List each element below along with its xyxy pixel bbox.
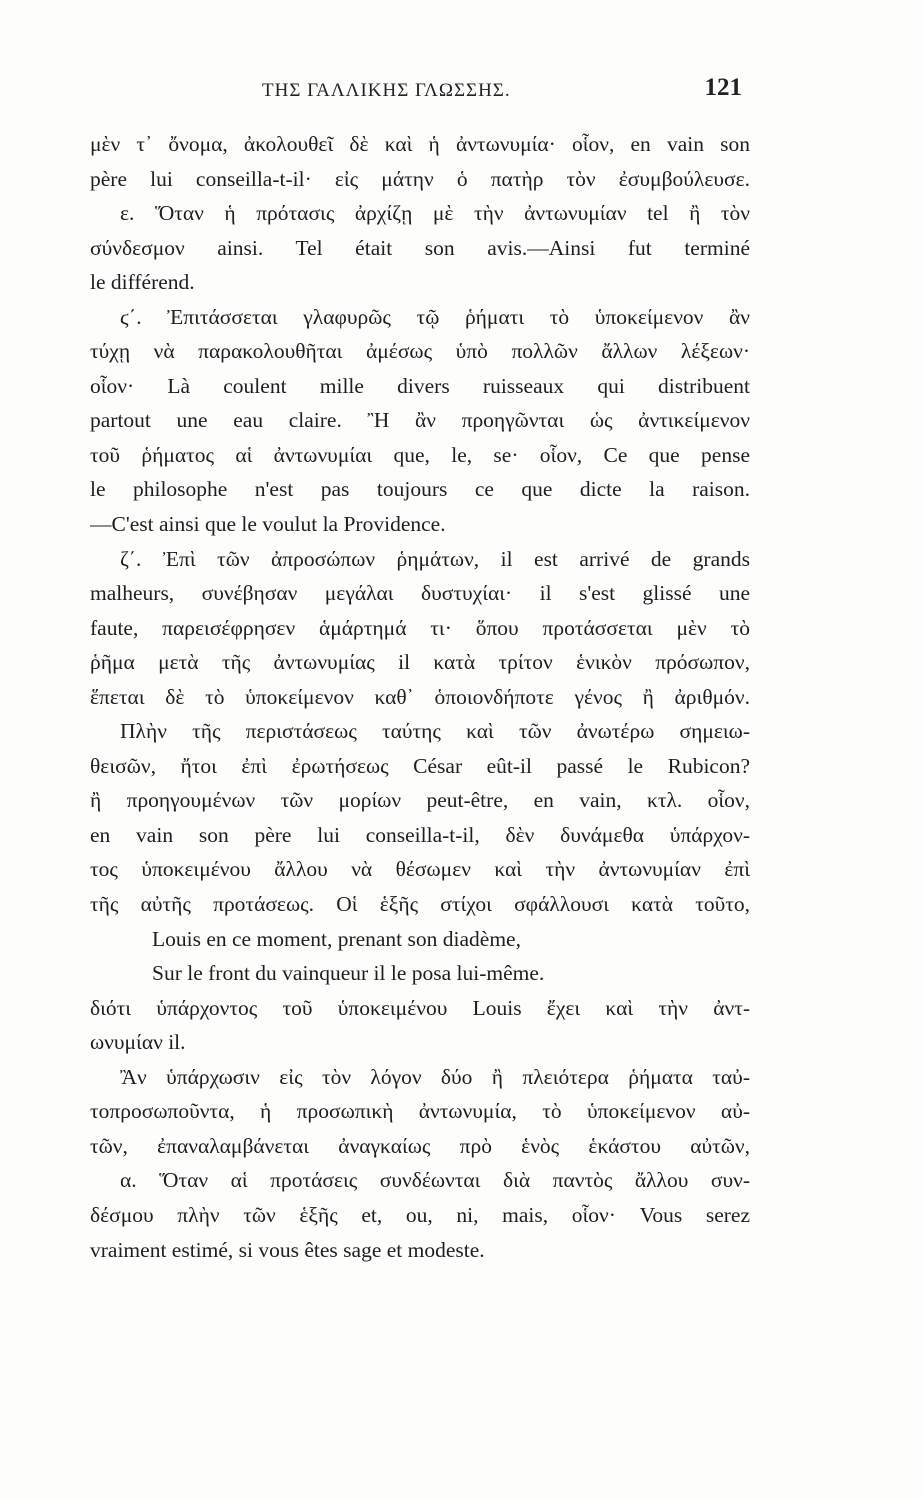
- text-line: Πλὴν τῆς περιστάσεως ταύτης καὶ τῶν ἀνωτέρω σημειω-: [120, 719, 750, 744]
- text-line: τῆς αὐτῆς προτάσεως. Οἱ ἑξῆς στίχοι σφάλλουσι κατὰ τοῦτο,: [90, 892, 750, 917]
- text-line: δέσμου πλὴν τῶν ἑξῆς et, ou, ni, mais, οἷον· Vous serez: [90, 1202, 750, 1227]
- text-line: τος ὑποκειμένου ἄλλου νὰ θέσωμεν καὶ τὴν ἀντωνυμίαν ἐπὶ: [90, 857, 750, 882]
- text-line: le différend.: [90, 270, 195, 295]
- text-line: ϛ΄. Ἐπιτάσσεται γλαφυρῶς τῷ ῥήματι τὸ ὑποκείμενον ἂν: [120, 304, 750, 329]
- text-line: vraiment estimé, si vous êtes sage et modeste.: [90, 1237, 485, 1262]
- text-line: οἷον· Là coulent mille divers ruisseaux qui distribuent: [90, 373, 750, 398]
- text-line: α. Ὅταν αἱ προτάσεις συνδέωνται διὰ παντὸς ἄλλου συν-: [120, 1168, 750, 1193]
- text-line: ζ΄. Ἐπὶ τῶν ἀπροσώπων ῥημάτων, il est arrivé de grands: [120, 546, 750, 571]
- page-header: [90, 72, 742, 112]
- verse-line: Louis en ce moment, prenant son diadème,: [152, 926, 521, 951]
- running-head: ΤΗΣ ΓΑΛΛΙΚΗΣ ΓΛΩΣΣΗΣ.: [262, 80, 511, 101]
- text-line: τύχῃ νὰ παρακολουθῆται ἀμέσως ὑπὸ πολλῶν ἄλλων λέξεων·: [90, 339, 750, 364]
- text-line: τοπροσωποῦντα, ἡ προσωπικὴ ἀντωνυμία, τὸ ὑποκείμενον αὐ-: [90, 1099, 750, 1124]
- text-line: ἕπεται δὲ τὸ ὑποκείμενον καθ᾽ ὁποιονδήποτε γένος ἢ ἀριθμόν.: [90, 684, 750, 709]
- text-line: ῥῆμα μετὰ τῆς ἀντωνυμίας il κατὰ τρίτον ἑνικὸν πρόσωπον,: [90, 650, 750, 675]
- text-line: Ἂν ὑπάρχωσιν εἰς τὸν λόγον δύο ἢ πλειότερα ῥήματα ταὐ-: [120, 1064, 750, 1089]
- page-number: 121: [704, 74, 742, 101]
- verse-line: Sur le front du vainqueur il le posa lui-même.: [152, 961, 545, 986]
- text-line: —C'est ainsi que le voulut la Providence.: [90, 512, 446, 537]
- text-line: malheurs, συνέβησαν μεγάλαι δυστυχίαι· il s'est glissé une: [90, 581, 750, 606]
- text-line: faute, παρεισέφρησεν ἁμάρτημά τι· ὅπου προτάσσεται μὲν τὸ: [90, 615, 750, 640]
- text-line: σύνδεσμον ainsi. Tel était son avis.—Ainsi fut terminé: [90, 235, 750, 260]
- text-line: τοῦ ῥήματος αἱ ἀντωνυμίαι que, le, se· οἷον, Ce que pense: [90, 442, 750, 467]
- text-line: μὲν τ᾽ ὄνομα, ἀκολουθεῖ δὲ καὶ ἡ ἀντωνυμία· οἷον, en vain son: [90, 132, 750, 156]
- body-text: [90, 127, 750, 1267]
- text-line: partout une eau claire. Ἢ ἂν προηγῶνται ὡς ἀντικείμενον: [90, 408, 750, 433]
- text-line: père lui conseilla-t-il· εἰς μάτην ὁ πατὴρ τὸν ἐσυμβούλευσε.: [90, 166, 750, 191]
- text-line: θεισῶν, ἤτοι ἐπὶ ἐρωτήσεως César eût-il passé le Rubicon?: [90, 753, 750, 778]
- text-line: διότι ὑπάρχοντος τοῦ ὑποκειμένου Louis ἔχει καὶ τὴν ἀντ-: [90, 995, 750, 1020]
- text-line: le philosophe n'est pas toujours ce que dicte la raison.: [90, 477, 750, 502]
- text-line: ἢ προηγουμένων τῶν μορίων peut-être, en vain, κτλ. οἷον,: [90, 788, 750, 813]
- text-line: ε. Ὅταν ἡ πρότασις ἀρχίζῃ μὲ τὴν ἀντωνυμίαν tel ἢ τὸν: [120, 201, 750, 226]
- text-line: en vain son père lui conseilla-t-il, δὲν δυνάμεθα ὑπάρχον-: [90, 822, 750, 847]
- text-line: ωνυμίαν il.: [90, 1030, 186, 1055]
- text-line: τῶν, ἐπαναλαμβάνεται ἀναγκαίως πρὸ ἑνὸς ἑκάστου αὐτῶν,: [90, 1133, 750, 1158]
